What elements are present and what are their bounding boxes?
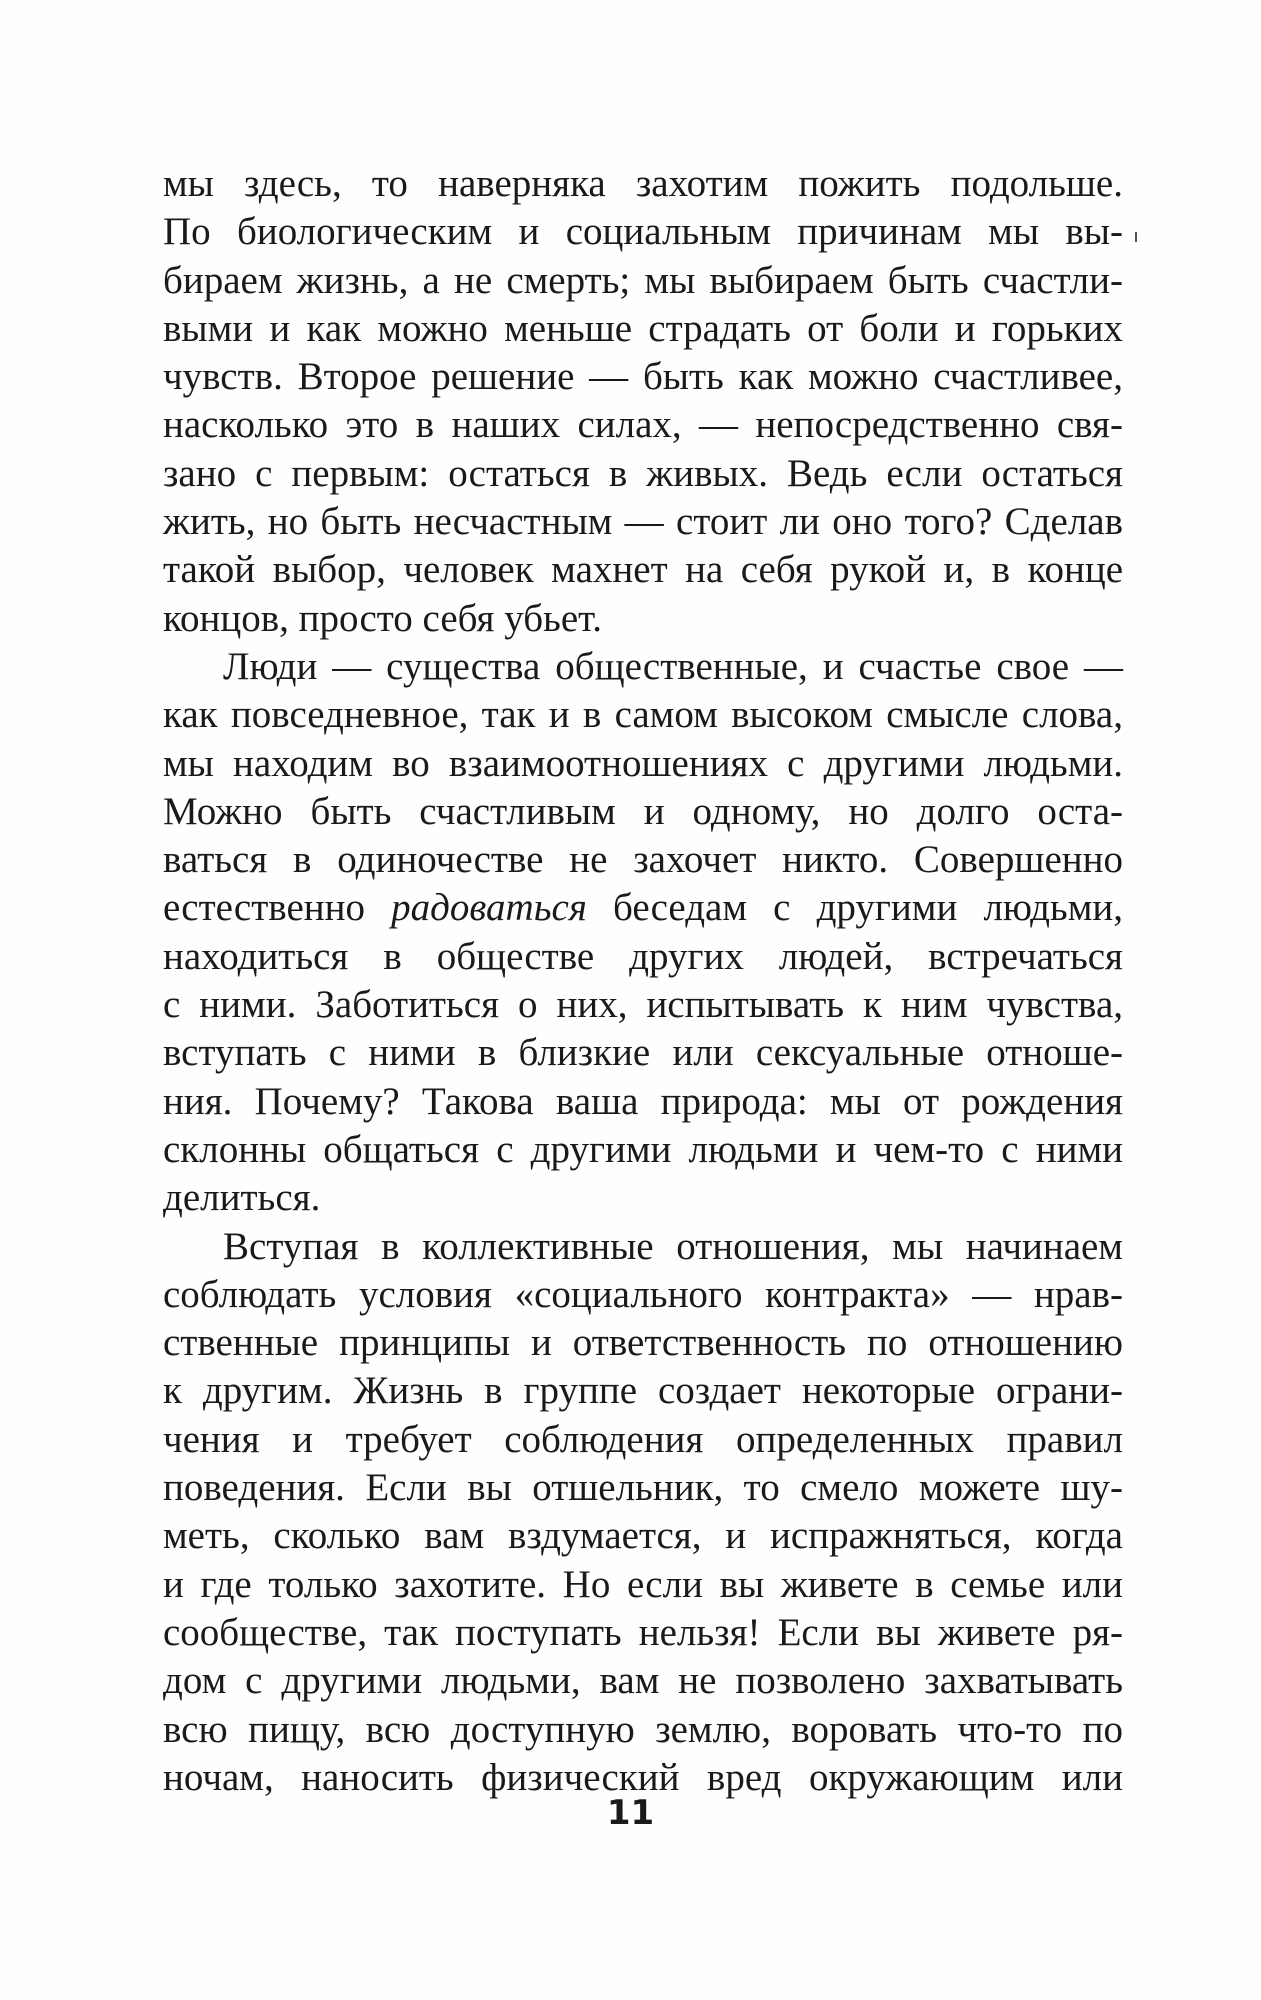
text-line: концов, просто себя убьет.	[163, 596, 602, 640]
text-line: меть, сколько вам вздумается, и испражняться, когда	[163, 1514, 1123, 1558]
text-line: мы находим во взаимоотношениях с другими людьми.	[163, 741, 1123, 785]
text-line: такой выбор, человек махнет на себя рукой и, в конце	[163, 548, 1123, 592]
text-line: ночам, наносить физический вред окружающим или	[163, 1755, 1123, 1799]
text-line: сообществе, так поступать нельзя! Если вы живете ря-	[163, 1610, 1123, 1654]
paragraph-start-line: Люди — существа общественные, и счастье свое —	[223, 644, 1123, 688]
text-line: находиться в обществе других людей, встречаться	[163, 934, 1123, 978]
italic-emphasis: радоваться	[391, 886, 587, 930]
text-line: По биологическим и социальным причинам мы вы-	[163, 210, 1123, 254]
text-segment: беседам с другими людьми,	[613, 886, 1123, 930]
text-line: ственные принципы и ответственность по отношению	[163, 1321, 1123, 1365]
text-line: склонны общаться с другими людьми и чем-то с ними	[163, 1127, 1123, 1171]
text-line: поведения. Если вы отшельник, то смело можете шу-	[163, 1466, 1123, 1510]
text-line: выми и как можно меньше страдать от боли и горьких	[163, 306, 1123, 350]
text-line: соблюдать условия «социального контракта» — нрав-	[163, 1272, 1123, 1316]
text-line: с ними. Заботиться о них, испытывать к ним чувства,	[163, 983, 1123, 1027]
body-text	[163, 160, 1123, 1802]
text-line: как повседневное, так и в самом высоком смысле слова,	[163, 693, 1123, 737]
page-number: 11	[606, 1793, 655, 1833]
paragraph-start-line: Вступая в коллективные отношения, мы начинаем	[223, 1224, 1123, 1268]
margin-mark	[1135, 232, 1137, 242]
text-line: чувств. Второе решение — быть как можно счастливее,	[163, 355, 1123, 399]
text-line: к другим. Жизнь в группе создает некоторые ограни-	[163, 1369, 1123, 1413]
text-line: мы здесь, то наверняка захотим пожить подольше.	[163, 162, 1123, 205]
text-segment: естественно	[163, 886, 366, 930]
text-line: чения и требует соблюдения определенных правил	[163, 1417, 1123, 1461]
text-line-with-italic	[163, 884, 1123, 932]
text-line: дом с другими людьми, вам не позволено захватывать	[163, 1659, 1123, 1703]
text-line: жить, но быть несчастным — стоит ли оно того? Сделав	[163, 500, 1123, 544]
text-line: делиться.	[163, 1176, 321, 1220]
text-line: и где только захотите. Но если вы живете в семье или	[163, 1562, 1123, 1606]
text-line: зано с первым: остаться в живых. Ведь если остаться	[163, 451, 1123, 495]
text-line: бираем жизнь, а не смерть; мы выбираем быть счастли-	[163, 258, 1123, 302]
text-line: насколько это в наших силах, — непосредственно свя-	[163, 403, 1123, 447]
text-line: вступать с ними в близкие или сексуальные отноше-	[163, 1031, 1123, 1075]
text-line: ваться в одиночестве не захочет никто. Совершенно	[163, 838, 1123, 882]
text-line: ния. Почему? Такова ваша природа: мы от рождения	[163, 1079, 1123, 1123]
text-line: всю пищу, всю доступную землю, воровать что-то по	[163, 1707, 1123, 1751]
text-line: Можно быть счастливым и одному, но долго оста-	[163, 789, 1123, 833]
